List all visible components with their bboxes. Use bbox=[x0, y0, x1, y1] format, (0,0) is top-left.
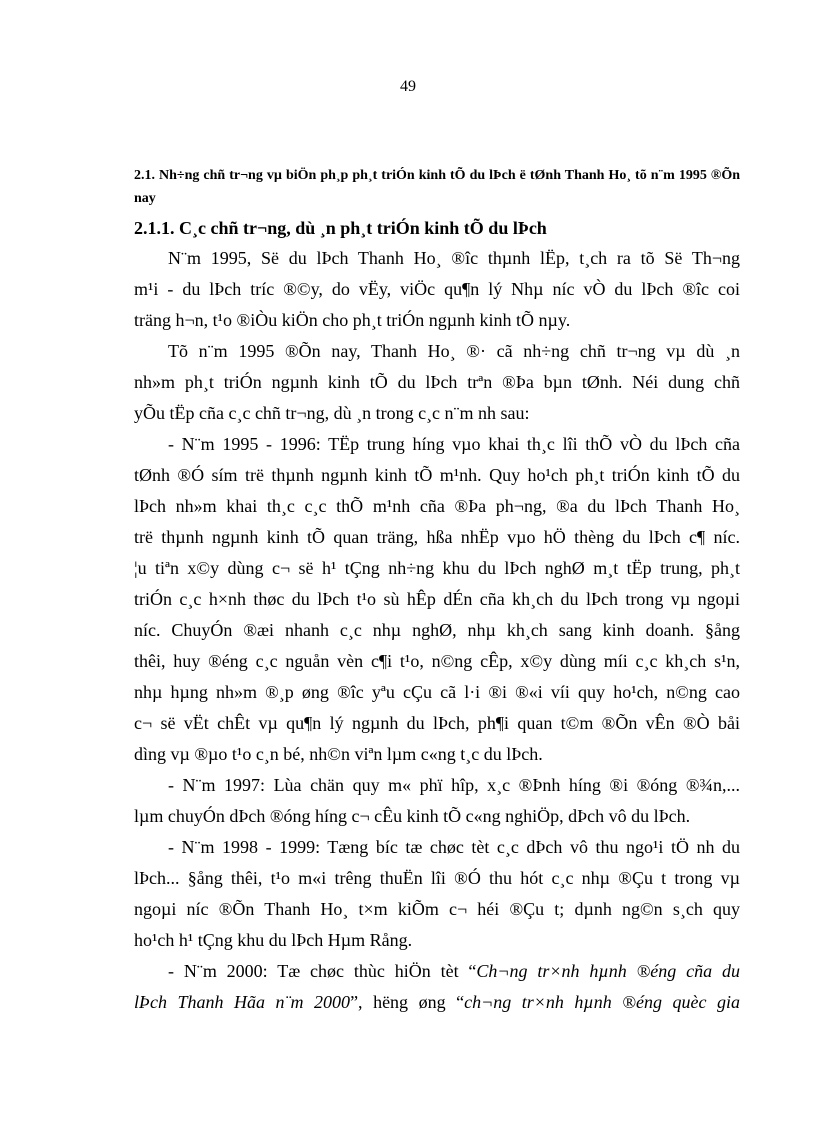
paragraph-line: N¨m 1995, Së du lÞch Thanh Ho¸ ®îc thµnh lËp, t¸ch ra tõ Së Th¬ng bbox=[168, 248, 740, 268]
subsection-heading: 2.1.1. C¸c chñ tr¬ng, dù ¸n ph¸t triÓn kinh tÕ du lÞch bbox=[134, 218, 547, 238]
paragraph-line: yÕu tËp cña c¸c chñ tr¬ng, dù ¸n trong c¸c n¨m nh sau: bbox=[134, 403, 530, 423]
paragraph-line: nhµ hµng nh»m ®¸p øng ®îc yªu cÇu cã l·i ®i ®«i víi quy ho¹ch, n©ng cao bbox=[134, 682, 740, 702]
paragraph-line: lÞch... §ång thêi, t¹o m«i trêng thuËn lîi ®Ó thu hót c¸c nhµ ®Çu t trong vµ bbox=[134, 868, 740, 888]
italic-text: ch¬ng tr×nh hµnh ®éng quèc gia bbox=[464, 992, 740, 1012]
paragraph-line: tØnh ®Ó sím trë thµnh ngµnh kinh tÕ m¹nh. Quy ho¹ch ph¸t triÓn kinh tÕ du bbox=[134, 465, 740, 485]
paragraph-line bbox=[134, 987, 740, 1018]
paragraph-line: träng h¬n, t¹o ®iÒu kiÖn cho ph¸t triÓn ngµnh kinh tÕ nµy. bbox=[134, 310, 571, 330]
paragraph-line: - N¨m 1995 - 1996: TËp trung híng vµo khai th¸c lîi thÕ vÒ du lÞch cña bbox=[168, 434, 740, 454]
paragraph-line: m¹i - du lÞch tríc ®©y, do vËy, viÖc qu¶n lý Nhµ níc vÒ du lÞch ®îc coi bbox=[134, 279, 740, 299]
paragraph-line: ngoµi níc ®Õn Thanh Ho¸ t×m kiÕm c¬ héi ®Çu t; dµnh ng©n s¸ch quy bbox=[134, 899, 740, 919]
paragraph-line: dìng vµ ®µo t¹o c¸n bé, nh©n viªn lµm c«ng t¸c du lÞch. bbox=[134, 744, 543, 764]
paragraph-line: ho¹ch h¹ tÇng khu du lÞch Hµm Rång. bbox=[134, 930, 413, 950]
paragraph-line: nh»m ph¸t triÓn ngµnh kinh tÕ du lÞch trªn ®Þa bµn tØnh. Néi dung chñ bbox=[134, 372, 740, 392]
page-number: 49 bbox=[400, 78, 416, 95]
paragraph-line bbox=[134, 956, 740, 987]
paragraph-line: thêi, huy ®éng c¸c nguån vèn c¶i t¹o, n©ng cÊp, x©y dùng míi c¸c kh¸ch s¹n, bbox=[134, 651, 740, 671]
paragraph-line: trë thµnh ngµnh kinh tÕ quan träng, hßa nhËp vµo hÖ thèng du lÞch c¶ níc. bbox=[134, 527, 740, 547]
line-text: - N¨m 2000: Tæ chøc thùc hiÖn tèt “ bbox=[168, 961, 477, 981]
paragraph-line: triÓn c¸c h×nh thøc du lÞch t¹o sù hÊp dÉn cña kh¸ch du lÞch trong vµ ngoµi bbox=[134, 589, 740, 609]
italic-text: lÞch Thanh Hãa n¨m 2000 bbox=[134, 992, 351, 1012]
paragraph-line: lµm chuyÓn dÞch ®óng híng c¬ cÊu kinh tÕ c«ng nghiÖp, dÞch vô du lÞch. bbox=[134, 806, 691, 826]
paragraph-line: níc. ChuyÓn ®æi nhanh c¸c nhµ nghØ, nhµ kh¸ch sang kinh doanh. §ång bbox=[134, 620, 740, 640]
body-text bbox=[134, 243, 740, 1018]
line-text: ”, hëng øng “ bbox=[350, 992, 465, 1012]
paragraph-line: Tõ n¨m 1995 ®Õn nay, Thanh Ho¸ ®· cã nh÷ng chñ tr¬ng vµ dù ¸n bbox=[168, 341, 740, 361]
paragraph-line: ¦u tiªn x©y dùng c¬ së h¹ tÇng nh÷ng khu du lÞch nghØ m¸t tËp trung, ph¸t bbox=[134, 558, 740, 578]
paragraph-line: - N¨m 1998 - 1999: Tæng bíc tæ chøc tèt c¸c dÞch vô thu ngo¹i tÖ nh du bbox=[168, 837, 740, 857]
paragraph-line: - N¨m 1997: Lùa chän quy m« phï hîp, x¸c ®Þnh híng ®i ®óng ®¾n,... bbox=[168, 775, 740, 795]
paragraph-line: lÞch nh»m khai th¸c c¸c thÕ m¹nh cña ®Þa ph¬ng, ®a du lÞch Thanh Ho¸ bbox=[134, 496, 740, 516]
paragraph-line: c¬ së vËt chÊt vµ qu¶n lý ngµnh du lÞch, ph¶i quan t©m ®Õn vÊn ®Ò båi bbox=[134, 713, 740, 733]
italic-text: Ch¬ng tr×nh hµnh ®éng cña du bbox=[476, 961, 740, 981]
section-heading: 2.1. Nh÷ng chñ tr¬ng vµ biÖn ph¸p ph¸t triÓn kinh tÕ du lÞch ë tØnh Thanh Ho¸ tõ n¨m 1995 ®Õn nay bbox=[134, 168, 740, 206]
